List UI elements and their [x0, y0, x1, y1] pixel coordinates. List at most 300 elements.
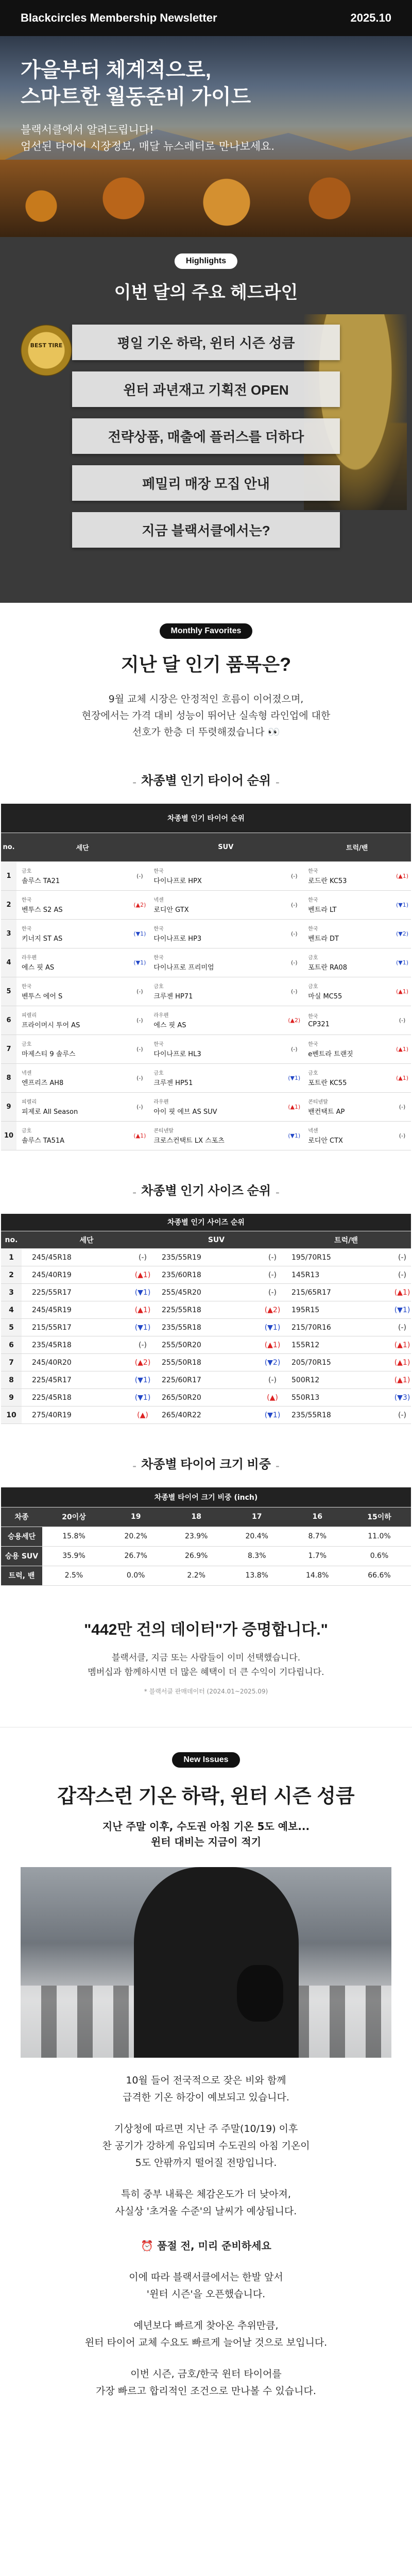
sedan-tire-cell [16, 977, 131, 1006]
tire-model: 벤투스 S2 AS [22, 906, 63, 914]
tire-model: 벤투스 에어 S [22, 993, 63, 1001]
share-value: 2.2% [166, 1566, 227, 1585]
truck-size-cell: 205/70R15 [281, 1354, 393, 1371]
rank-change: (-) [134, 1249, 151, 1266]
tire-model: 포트란 KC55 [308, 1079, 347, 1087]
tire-model: 에스 핏 AS [153, 1022, 186, 1029]
autumn-trees-image [0, 160, 412, 237]
tire-model: 크로스컨택트 LX 스포츠 [153, 1137, 225, 1145]
suv-tire-cell [148, 948, 285, 977]
suv-tire-cell [148, 1092, 285, 1121]
sedan-tire-cell [16, 890, 131, 919]
tire-brand: 한국 [22, 897, 32, 903]
column-header: 세단 [22, 1231, 151, 1249]
suv-tire-cell [148, 1035, 285, 1063]
rank-number: 7 [1, 1354, 22, 1371]
inch-share-heading-text: 차종별 타이어 크기 비중 [141, 1458, 271, 1471]
table-row [1, 977, 411, 1006]
rank-change: (-) [393, 1121, 411, 1150]
rank-change: (-) [131, 977, 148, 1006]
tire-brand: 라우펜 [153, 1013, 169, 1019]
quote-text: "442만 건의 데이터"가 증명합니다." [84, 1621, 328, 1638]
news-text: 가장 빠르고 합리적인 조건으로 만나볼 수 있습니다. [96, 2385, 316, 2397]
share-value: 35.9% [42, 1546, 106, 1566]
tire-brand: 한국 [153, 869, 164, 874]
favorites-section [0, 603, 412, 740]
tire-brand: 콘티넨탈 [153, 1128, 174, 1134]
rank-change: (▼1) [134, 1389, 151, 1406]
truck-tire-cell [303, 1121, 393, 1150]
table-row [1, 1035, 411, 1063]
medal-icon [21, 325, 72, 376]
column-header: 세단 [16, 833, 148, 861]
tire-model: 다이나프로 HL3 [153, 1050, 201, 1058]
table-row [1, 1284, 411, 1301]
quote-source: * 블랙서클 판매데이터 (2024.01~2025.09) [144, 1687, 268, 1695]
rank-change: (-) [131, 1063, 148, 1092]
rank-change: (▼1) [264, 1319, 281, 1336]
table-row [1, 1371, 411, 1389]
table-caption: 차종별 인기 사이즈 순위 [1, 1214, 411, 1231]
tire-model: 솔루스 TA21 [22, 877, 60, 885]
news-badge: New Issues [172, 1752, 239, 1768]
tire-brand: 콘티넨탈 [308, 1099, 328, 1105]
table-row [1, 1336, 411, 1354]
hero-banner [0, 36, 412, 237]
rank-change: (-) [264, 1266, 281, 1284]
truck-size-cell: 215/70R16 [281, 1319, 393, 1336]
tire-rank-heading: ˗ 차종별 인기 타이어 순위 ˗ [133, 774, 279, 788]
inch-share-heading: ˗ 차종별 타이어 크기 비중 ˗ [133, 1458, 279, 1471]
favorites-description [0, 691, 412, 740]
sedan-size-cell: 245/45R18 [22, 1249, 134, 1266]
suv-size-cell: 265/50R20 [151, 1389, 264, 1406]
table-row [1, 861, 411, 890]
news-text: 이번 시즌, 금호/한국 윈터 타이어를 [130, 2368, 282, 2380]
rank-number: 8 [1, 1371, 22, 1389]
suv-tire-cell [148, 890, 285, 919]
sedan-tire-cell [16, 1092, 131, 1121]
truck-tire-cell [303, 977, 393, 1006]
suv-size-cell: 225/60R17 [151, 1371, 264, 1389]
rank-change: (▲1) [131, 1121, 148, 1150]
rank-change: (▼1) [134, 1284, 151, 1301]
rank-change: (▲1) [393, 1371, 411, 1389]
favorites-title: 지난 달 인기 품목은? [121, 654, 291, 675]
truck-size-cell: 155R12 [281, 1336, 393, 1354]
tire-model: 크루젠 HP51 [153, 1079, 193, 1087]
hero-title-line1: 가을부터 체계적으로, [21, 59, 211, 81]
rank-number: 5 [1, 1319, 22, 1336]
highlights-badge: Highlights [175, 253, 237, 269]
tire-model: 크루젠 HP71 [153, 993, 193, 1001]
news-section [0, 1727, 412, 2400]
vehicle-type-label: 트럭, 밴 [1, 1566, 42, 1585]
hero-title [21, 57, 274, 110]
rank-change: (▼1) [285, 1121, 303, 1150]
suv-tire-cell [148, 919, 285, 948]
rank-number: 1 [1, 1249, 22, 1266]
truck-size-cell: 195R15 [281, 1301, 393, 1319]
tire-brand: 한국 [308, 1042, 318, 1047]
rank-change: (-) [134, 1336, 151, 1354]
quote-description [0, 1651, 412, 1680]
tire-model: 솔루스 TA51A [22, 1137, 65, 1145]
rank-number: 1 [1, 861, 16, 890]
tire-model: 다이나프로 HP3 [153, 935, 202, 943]
tire-model: 로디안 CTX [308, 1137, 343, 1145]
tire-model: 엔프리즈 AH8 [22, 1079, 64, 1087]
rank-change: (-) [393, 1006, 411, 1035]
news-text: 급격한 기온 하강이 예보되고 있습니다. [123, 2091, 289, 2103]
favorites-desc-line: 현장에서는 가격 대비 성능이 뛰어난 실속형 라인업에 대한 [81, 710, 331, 721]
rank-change: (▲1) [393, 1354, 411, 1371]
rank-change: (▼1) [285, 1063, 303, 1092]
truck-tire-cell [303, 919, 393, 948]
vehicle-type-label: 승용 SUV [1, 1546, 42, 1566]
news-text: '윈터 시즌'을 오픈했습니다. [146, 2288, 266, 2300]
table-row [1, 919, 411, 948]
news-sub-line: 윈터 대비는 지금이 적기 [150, 1835, 262, 1848]
share-value: 14.8% [287, 1566, 348, 1585]
inch-share-table [1, 1487, 411, 1586]
truck-size-cell: 500R12 [281, 1371, 393, 1389]
rank-change: (▲1) [393, 861, 411, 890]
headline-item[interactable]: 지금 블랙서클에서는? [72, 512, 340, 548]
rank-change: (▼1) [131, 948, 148, 977]
truck-size-cell: 215/65R17 [281, 1284, 393, 1301]
news-text: 예년보다 빠르게 찾아온 추위만큼, [133, 2319, 279, 2331]
gloved-hand-image [237, 1965, 283, 2022]
tire-brand: 한국 [308, 926, 318, 932]
rank-change: (▼1) [131, 919, 148, 948]
table-caption: 차종별 타이어 크기 비중 (inch) [1, 1487, 411, 1507]
tire-model: 로드란 KC53 [308, 877, 347, 885]
rank-number: 6 [1, 1336, 22, 1354]
rank-number: 2 [1, 1266, 22, 1284]
rank-change: (▼1) [393, 890, 411, 919]
newsletter-header [0, 0, 412, 36]
rank-change: (▲1) [393, 1284, 411, 1301]
truck-size-cell: 235/55R18 [281, 1406, 393, 1424]
quote-desc-line: 멤버십과 함께하시면 더 많은 혜택이 더 큰 수익이 기다립니다. [88, 1667, 324, 1677]
newsletter-date: 2025.10 [350, 11, 391, 24]
table-row [1, 1121, 411, 1150]
rank-change: (-) [285, 948, 303, 977]
table-row [1, 1092, 411, 1121]
table-row [1, 1527, 411, 1546]
share-value: 23.9% [166, 1527, 227, 1546]
tire-brand: 피렐리 [22, 1099, 37, 1105]
size-rank-heading: ˗ 차종별 인기 사이즈 순위 ˗ [133, 1183, 279, 1198]
tire-model: 다이나프로 HPX [153, 877, 202, 885]
winter-person-photo [21, 1867, 391, 2058]
share-value: 26.9% [166, 1546, 227, 1566]
rank-change: (-) [264, 1284, 281, 1301]
share-value: 1.7% [287, 1546, 348, 1566]
news-subtitle [0, 1819, 412, 1850]
medal-text: BEST TIRE [30, 342, 63, 349]
rank-number: 5 [1, 977, 16, 1006]
tire-model: 마제스티 9 솔루스 [22, 1050, 76, 1058]
rank-change: (-) [264, 1249, 281, 1266]
sedan-size-cell: 235/45R18 [22, 1336, 134, 1354]
truck-tire-cell [303, 1006, 393, 1035]
share-value: 15.8% [42, 1527, 106, 1546]
sedan-tire-cell [16, 919, 131, 948]
sedan-size-cell: 215/55R17 [22, 1319, 134, 1336]
tire-model: e벤트라 트랜짓 [308, 1050, 353, 1058]
tire-brand: 한국 [22, 984, 32, 990]
suv-size-cell: 235/55R19 [151, 1249, 264, 1266]
newsletter-brand: Blackcircles Membership Newsletter [21, 11, 217, 24]
column-header: 15이하 [348, 1507, 411, 1527]
tire-brand: 금호 [308, 1071, 318, 1076]
suv-size-cell: 255/50R18 [151, 1354, 264, 1371]
rank-change: (▲1) [285, 1092, 303, 1121]
share-value: 13.8% [227, 1566, 287, 1585]
favorites-badge: Monthly Favorites [160, 623, 253, 639]
headline-item[interactable]: 페밀리 매장 모집 안내 [72, 465, 340, 501]
suv-size-cell: 255/45R20 [151, 1284, 264, 1301]
rank-change: (-) [131, 1006, 148, 1035]
table-row [1, 890, 411, 919]
rank-number: 4 [1, 1301, 22, 1319]
highlights-section [0, 237, 412, 603]
sedan-tire-cell [16, 861, 131, 890]
tire-model: 프라이머시 투어 AS [22, 1022, 80, 1029]
tire-model: 벤트라 DT [308, 935, 339, 943]
share-value: 0.6% [348, 1546, 411, 1566]
truck-tire-cell [303, 948, 393, 977]
rank-number: 3 [1, 919, 16, 948]
table-row [1, 1354, 411, 1371]
rank-change: (▲) [264, 1389, 281, 1406]
table-caption: 차종별 인기 타이어 순위 [1, 804, 411, 833]
sedan-tire-cell [16, 1035, 131, 1063]
column-header: 17 [227, 1507, 287, 1527]
suv-size-cell: 255/50R20 [151, 1336, 264, 1354]
sedan-tire-cell [16, 948, 131, 977]
tire-brand: 금호 [153, 1071, 164, 1076]
tire-brand: 금호 [22, 1042, 32, 1047]
tire-brand: 금호 [22, 1128, 32, 1134]
rank-change: (▲1) [134, 1301, 151, 1319]
tire-brand: 라우펜 [153, 1099, 169, 1105]
tire-brand: 한국 [153, 955, 164, 961]
rank-change: (▲1) [393, 1336, 411, 1354]
tire-model: 에스 핏 AS [22, 964, 55, 972]
sedan-tire-cell [16, 1063, 131, 1092]
size-rank-table [1, 1214, 411, 1425]
tire-brand: 피렐리 [22, 1013, 37, 1019]
rank-change: (▲) [134, 1406, 151, 1424]
news-text: 사실상 '초겨울 수준'의 날씨가 예상됩니다. [115, 2205, 297, 2217]
column-header: no. [1, 833, 16, 861]
suv-tire-cell [148, 1121, 285, 1150]
tire-model: 로디안 GTX [153, 906, 189, 914]
suv-size-cell: 235/55R18 [151, 1319, 264, 1336]
tire-brand: 한국 [308, 1014, 318, 1020]
hero-sub-line2: 엄선된 타이어 시장정보, 매달 뉴스레터로 만나보세요. [21, 140, 275, 152]
table-row [1, 1389, 411, 1406]
column-header: 트럭/밴 [303, 833, 411, 861]
rank-change: (-) [393, 1092, 411, 1121]
tire-brand: 한국 [308, 897, 318, 903]
headline-item[interactable]: 윈터 과년재고 기획전 OPEN [72, 371, 340, 407]
rank-change: (-) [264, 1371, 281, 1389]
rank-change: (▲1) [134, 1266, 151, 1284]
hero-sub-line1: 블랙서클에서 알려드립니다! [21, 124, 154, 136]
truck-size-cell: 550R13 [281, 1389, 393, 1406]
rank-change: (▼1) [134, 1371, 151, 1389]
quote-desc-line: 블랙서클, 지금 또는 사람들이 이미 선택했습니다. [111, 1652, 301, 1663]
tire-model: 아이 핏 에브 AS SUV [153, 1108, 217, 1116]
rank-number: 6 [1, 1006, 16, 1035]
rank-change: (-) [393, 1249, 411, 1266]
rank-number: 9 [1, 1092, 16, 1121]
sedan-size-cell: 225/45R17 [22, 1371, 134, 1389]
truck-tire-cell [303, 1035, 393, 1063]
sedan-size-cell: 245/40R19 [22, 1266, 134, 1284]
sedan-size-cell: 245/45R19 [22, 1301, 134, 1319]
tire-brand: 금호 [153, 984, 164, 990]
person-coat-image [134, 1867, 299, 2058]
column-header: 20이상 [42, 1507, 106, 1527]
tire-model: CP321 [308, 1021, 330, 1028]
favorites-desc-line: 9월 교체 시장은 안정적인 흐름이 이어졌으며, [108, 693, 304, 705]
rank-number: 10 [1, 1121, 16, 1150]
suv-tire-cell [148, 977, 285, 1006]
rank-change: (▲2) [134, 1354, 151, 1371]
rank-change: (▲2) [131, 890, 148, 919]
table-row [1, 1319, 411, 1336]
rank-change: (-) [131, 861, 148, 890]
suv-tire-cell [148, 861, 285, 890]
tire-brand: 한국 [308, 869, 318, 874]
tire-brand: 한국 [22, 926, 32, 932]
hero-subtitle [21, 122, 274, 155]
tire-model: 포트란 RA08 [308, 964, 347, 972]
truck-size-cell: 195/70R15 [281, 1249, 393, 1266]
rank-number: 9 [1, 1389, 22, 1406]
headline-item[interactable]: 전략상품, 매출에 플러스를 더하다 [72, 418, 340, 454]
rank-change: (▼2) [393, 919, 411, 948]
share-value: 0.0% [106, 1566, 166, 1585]
news-sub-line: 지난 주말 이후, 수도권 아침 기온 5도 예보... [102, 1820, 310, 1833]
tire-model: 다이나프로 프리미엄 [153, 964, 214, 972]
tire-brand: 넥센 [22, 1071, 32, 1076]
rank-change: (-) [285, 919, 303, 948]
share-value: 26.7% [106, 1546, 166, 1566]
table-row [1, 1301, 411, 1319]
sedan-tire-cell [16, 1121, 131, 1150]
alarm-notice: ⏰ 품절 전, 미리 준비하세요 [141, 2239, 271, 2252]
tire-brand: 금호 [308, 984, 318, 990]
share-value: 8.7% [287, 1527, 348, 1546]
table-row [1, 1006, 411, 1035]
column-header: 트럭/밴 [281, 1231, 411, 1249]
rank-change: (▲1) [393, 1063, 411, 1092]
rank-change: (▲1) [264, 1336, 281, 1354]
tire-model: 벤트라 LT [308, 906, 337, 914]
rank-number: 4 [1, 948, 16, 977]
rank-number: 2 [1, 890, 16, 919]
share-value: 20.4% [227, 1527, 287, 1546]
share-value: 2.5% [42, 1566, 106, 1585]
suv-tire-cell [148, 1006, 285, 1035]
sedan-size-cell: 245/40R20 [22, 1354, 134, 1371]
news-text: 10월 들어 전국적으로 잦은 비와 함께 [126, 2074, 286, 2086]
column-header: SUV [151, 1231, 281, 1249]
news-text: 찬 공기가 강하게 유입되며 수도권의 아침 기온이 [102, 2140, 310, 2151]
size-rank-heading-text: 차종별 인기 사이즈 순위 [141, 1183, 271, 1198]
tire-rank-heading-text: 차종별 인기 타이어 순위 [141, 774, 271, 788]
tire-model: 키너지 ST AS [22, 935, 63, 943]
vehicle-type-label: 승용세단 [1, 1527, 42, 1546]
table-row [1, 1266, 411, 1284]
rank-change: (▼1) [134, 1319, 151, 1336]
hero-title-line2: 스마트한 월동준비 가이드 [21, 86, 251, 108]
news-text: 기상청에 따르면 지난 주 주말(10/19) 이후 [114, 2123, 298, 2134]
table-row [1, 1249, 411, 1266]
news-text: 특히 중부 내륙은 체감온도가 더 낮아져, [121, 2188, 291, 2200]
rank-number: 3 [1, 1284, 22, 1301]
column-header: no. [1, 1231, 22, 1249]
rank-change: (▼1) [393, 948, 411, 977]
suv-size-cell: 265/40R22 [151, 1406, 264, 1424]
tire-model: 밴컨택트 AP [308, 1108, 345, 1116]
truck-tire-cell [303, 1092, 393, 1121]
share-value: 66.6% [348, 1566, 411, 1585]
news-body [0, 2072, 412, 2400]
rank-number: 7 [1, 1035, 16, 1063]
news-text: 이에 따라 블랙서클에서는 한발 앞서 [129, 2271, 283, 2283]
truck-size-cell: 145R13 [281, 1266, 393, 1284]
headline-item[interactable]: 평일 기온 하락, 윈터 시즌 성큼 [72, 325, 340, 360]
tire-brand: 라우펜 [22, 955, 37, 961]
tire-brand: 금호 [22, 869, 32, 874]
section-divider [0, 1696, 412, 1727]
suv-size-cell: 225/55R18 [151, 1301, 264, 1319]
column-header: SUV [148, 833, 303, 861]
sedan-size-cell: 275/40R19 [22, 1406, 134, 1424]
tire-brand: 한국 [153, 926, 164, 932]
rank-change: (-) [393, 1406, 411, 1424]
rank-change: (▲1) [393, 977, 411, 1006]
rank-number: 10 [1, 1406, 22, 1424]
news-text: 5도 안팎까지 떨어질 전망입니다. [135, 2157, 277, 2168]
tire-brand: 넥센 [153, 897, 164, 903]
headline-list [72, 325, 340, 559]
sedan-tire-cell [16, 1006, 131, 1035]
truck-tire-cell [303, 861, 393, 890]
tire-rank-table [1, 804, 411, 1150]
table-row [1, 1406, 411, 1424]
rank-change: (-) [131, 1035, 148, 1063]
table-row [1, 1566, 411, 1585]
rank-change: (-) [285, 861, 303, 890]
column-header: 차종 [1, 1507, 42, 1527]
news-text: 윈터 타이어 교체 수요도 빠르게 늘어날 것으로 보입니다. [84, 2336, 328, 2348]
rank-change: (-) [393, 1319, 411, 1336]
rank-change: (▼1) [264, 1406, 281, 1424]
table-row [1, 1063, 411, 1092]
tire-brand: 한국 [153, 1042, 164, 1047]
truck-tire-cell [303, 1063, 393, 1092]
rank-change: (-) [285, 890, 303, 919]
favorites-desc-line: 선호가 한층 더 뚜렷해졌습니다 👀 [132, 726, 280, 738]
